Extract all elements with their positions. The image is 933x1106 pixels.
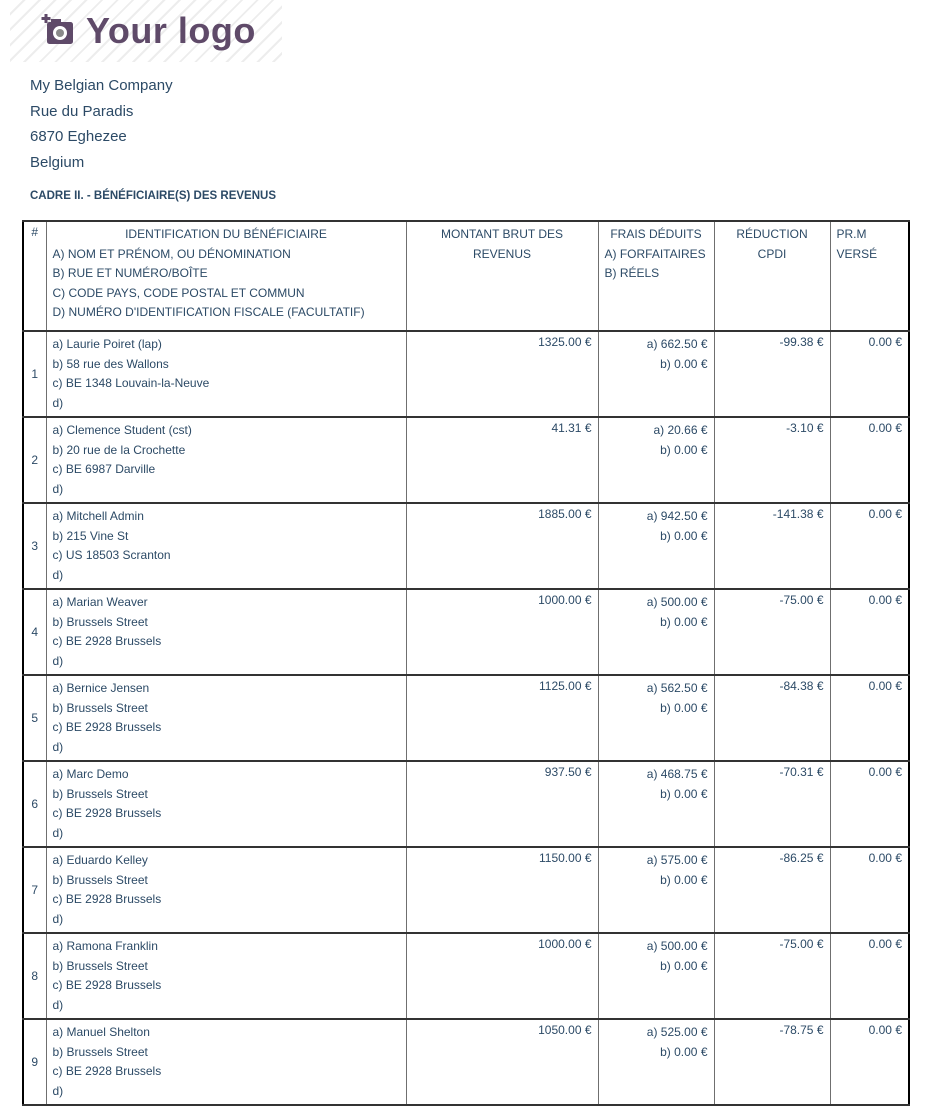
beneficiary-street: b) 215 Vine St <box>52 528 129 543</box>
identification-cell <box>46 675 406 761</box>
beneficiary-row <box>23 675 909 761</box>
beneficiary-row <box>23 417 909 503</box>
beneficiary-name: a) Marian Weaver <box>52 595 148 609</box>
camera-plus-icon <box>40 13 76 49</box>
beneficiary-row <box>23 1019 909 1105</box>
beneficiary-row <box>23 933 909 1019</box>
header-cpdi <box>714 221 830 331</box>
beneficiary-row <box>23 589 909 675</box>
fees-cell <box>598 589 714 675</box>
beneficiary-name: a) Laurie Poiret (lap) <box>52 337 162 351</box>
beneficiary-name: a) Mitchell Admin <box>52 509 144 523</box>
company-city: 6870 Eghezee <box>30 128 127 145</box>
beneficiary-street: b) Brussels Street <box>52 872 148 887</box>
beneficiary-name: a) Ramona Franklin <box>52 939 158 953</box>
header-prm-label: PR.M VERSÉ <box>836 227 878 261</box>
header-identification-line-a: A) NOM ET PRÉNOM, OU DÉNOMINATION <box>52 246 291 261</box>
beneficiary-street: b) 20 rue de la Crochette <box>52 442 186 457</box>
fees-forfaitaires: a) 562.50 € <box>646 681 708 695</box>
header-gross-label: MONTANT BRUT DES REVENUS <box>440 227 563 261</box>
fees-cell <box>598 847 714 933</box>
prm-paid-cell: 0.00 € <box>830 933 909 1019</box>
cpdi-reduction-cell: -86.25 € <box>714 847 830 933</box>
logo <box>40 10 256 52</box>
beneficiary-city: c) BE 1348 Louvain-la-Neuve <box>52 376 210 390</box>
prm-paid-cell: 0.00 € <box>830 331 909 417</box>
prm-paid-cell: 0.00 € <box>830 417 909 503</box>
company-address <box>30 73 173 175</box>
gross-amount-cell: 1150.00 € <box>406 847 598 933</box>
row-number-cell: 7 <box>23 847 46 933</box>
beneficiary-name: a) Clemence Student (cst) <box>52 423 192 437</box>
gross-amount-cell: 1050.00 € <box>406 1019 598 1105</box>
beneficiary-city: c) BE 2928 Brussels <box>52 892 162 906</box>
header-row <box>23 221 909 331</box>
fees-cell <box>598 675 714 761</box>
header-fees-line-b: B) RÉELS <box>604 266 660 280</box>
fees-cell <box>598 331 714 417</box>
row-number-cell: 2 <box>23 417 46 503</box>
fees-cell <box>598 503 714 589</box>
fees-cell <box>598 417 714 503</box>
row-number-cell: 4 <box>23 589 46 675</box>
section-title: CADRE II. - BÉNÉFICIAIRE(S) DES REVENUS <box>30 190 276 202</box>
header-identification-line-d: D) NUMÉRO D'IDENTIFICATION FISCALE (FACULTATIF) <box>52 305 365 319</box>
fees-forfaitaires: a) 525.00 € <box>646 1025 708 1039</box>
beneficiary-fiscal-number: d) <box>52 567 64 582</box>
beneficiary-fiscal-number: d) <box>52 997 64 1012</box>
beneficiary-fiscal-number: d) <box>52 825 64 840</box>
header-fees <box>598 221 714 331</box>
header-cpdi-label: RÉDUCTION CPDI <box>736 227 808 261</box>
beneficiary-city: c) BE 2928 Brussels <box>52 634 162 648</box>
beneficiaries-table <box>22 220 910 1106</box>
gross-amount-cell: 41.31 € <box>406 417 598 503</box>
beneficiary-name: a) Eduardo Kelley <box>52 853 148 867</box>
fees-reels: b) 0.00 € <box>660 442 708 457</box>
company-country: Belgium <box>30 153 85 171</box>
fees-reels: b) 0.00 € <box>660 786 708 801</box>
beneficiary-street: b) Brussels Street <box>52 958 148 973</box>
fees-forfaitaires: a) 942.50 € <box>646 509 708 523</box>
identification-cell <box>46 589 406 675</box>
prm-paid-cell: 0.00 € <box>830 503 909 589</box>
beneficiary-name: a) Bernice Jensen <box>52 681 150 695</box>
row-number-cell: 9 <box>23 1019 46 1105</box>
beneficiary-row <box>23 331 909 417</box>
beneficiary-fiscal-number: d) <box>52 911 64 926</box>
fees-reels: b) 0.00 € <box>660 872 708 887</box>
gross-amount-cell: 1125.00 € <box>406 675 598 761</box>
beneficiary-street: b) Brussels Street <box>52 614 148 629</box>
prm-paid-cell: 0.00 € <box>830 675 909 761</box>
row-number-cell: 8 <box>23 933 46 1019</box>
beneficiary-city: c) US 18503 Scranton <box>52 548 171 562</box>
beneficiary-name: a) Manuel Shelton <box>52 1025 150 1039</box>
beneficiary-city: c) BE 2928 Brussels <box>52 1064 162 1078</box>
fees-cell <box>598 1019 714 1105</box>
header-identification-line-c: C) CODE PAYS, CODE POSTAL ET COMMUN <box>52 285 305 300</box>
prm-paid-cell: 0.00 € <box>830 761 909 847</box>
fees-reels: b) 0.00 € <box>660 356 708 371</box>
beneficiary-fiscal-number: d) <box>52 739 64 754</box>
header-prm <box>830 221 909 331</box>
beneficiary-fiscal-number: d) <box>52 653 64 668</box>
beneficiary-name: a) Marc Demo <box>52 767 129 781</box>
logo-text: Your logo <box>86 10 256 51</box>
prm-paid-cell: 0.00 € <box>830 1019 909 1105</box>
fees-reels: b) 0.00 € <box>660 528 708 543</box>
beneficiaries-body <box>23 331 909 1105</box>
header-fees-title: FRAIS DÉDUITS <box>610 227 702 241</box>
fees-reels: b) 0.00 € <box>660 614 708 629</box>
cpdi-reduction-cell: -84.38 € <box>714 675 830 761</box>
beneficiary-street: b) Brussels Street <box>52 786 148 801</box>
company-name: My Belgian Company <box>30 77 173 94</box>
beneficiary-city: c) BE 2928 Brussels <box>52 720 162 734</box>
header-identification-line-b: B) RUE ET NUMÉRO/BOÎTE <box>52 266 208 280</box>
identification-cell <box>46 847 406 933</box>
beneficiary-fiscal-number: d) <box>52 1083 64 1098</box>
company-street: Rue du Paradis <box>30 102 134 120</box>
beneficiary-row <box>23 761 909 847</box>
gross-amount-cell: 1000.00 € <box>406 589 598 675</box>
cpdi-reduction-cell: -3.10 € <box>714 417 830 503</box>
beneficiary-row <box>23 503 909 589</box>
header-fees-line-a: A) FORFAITAIRES <box>604 246 706 261</box>
table-header <box>23 221 909 331</box>
header-gross <box>406 221 598 331</box>
cpdi-reduction-cell: -99.38 € <box>714 331 830 417</box>
beneficiary-street: b) 58 rue des Wallons <box>52 356 169 371</box>
logo-area <box>10 0 282 62</box>
beneficiary-fiscal-number: d) <box>52 395 64 410</box>
identification-cell <box>46 417 406 503</box>
fees-forfaitaires: a) 468.75 € <box>646 767 708 781</box>
row-number-cell: 5 <box>23 675 46 761</box>
header-identification <box>46 221 406 331</box>
fees-forfaitaires: a) 20.66 € <box>653 423 708 437</box>
header-identification-title: IDENTIFICATION DU BÉNÉFICIAIRE <box>125 227 327 241</box>
fees-cell <box>598 933 714 1019</box>
identification-cell <box>46 1019 406 1105</box>
fees-forfaitaires: a) 500.00 € <box>646 595 708 609</box>
identification-cell <box>46 933 406 1019</box>
row-number-cell: 3 <box>23 503 46 589</box>
prm-paid-cell: 0.00 € <box>830 589 909 675</box>
identification-cell <box>46 331 406 417</box>
beneficiary-row <box>23 847 909 933</box>
identification-cell <box>46 503 406 589</box>
identification-cell <box>46 761 406 847</box>
header-num <box>23 221 46 331</box>
fees-forfaitaires: a) 500.00 € <box>646 939 708 953</box>
cpdi-reduction-cell: -78.75 € <box>714 1019 830 1105</box>
prm-paid-cell: 0.00 € <box>830 847 909 933</box>
beneficiary-street: b) Brussels Street <box>52 1044 148 1059</box>
fees-reels: b) 0.00 € <box>660 958 708 973</box>
gross-amount-cell: 1325.00 € <box>406 331 598 417</box>
fees-reels: b) 0.00 € <box>660 1044 708 1059</box>
fees-cell <box>598 761 714 847</box>
row-number-cell: 1 <box>23 331 46 417</box>
cpdi-reduction-cell: -70.31 € <box>714 761 830 847</box>
fees-forfaitaires: a) 662.50 € <box>646 337 708 351</box>
cpdi-reduction-cell: -141.38 € <box>714 503 830 589</box>
beneficiary-city: c) BE 2928 Brussels <box>52 978 162 992</box>
fees-reels: b) 0.00 € <box>660 700 708 715</box>
gross-amount-cell: 1885.00 € <box>406 503 598 589</box>
gross-amount-cell: 1000.00 € <box>406 933 598 1019</box>
cpdi-reduction-cell: -75.00 € <box>714 933 830 1019</box>
cpdi-reduction-cell: -75.00 € <box>714 589 830 675</box>
beneficiary-fiscal-number: d) <box>52 481 64 496</box>
row-number-cell: 6 <box>23 761 46 847</box>
fees-forfaitaires: a) 575.00 € <box>646 853 708 867</box>
beneficiary-city: c) BE 2928 Brussels <box>52 806 162 820</box>
beneficiary-city: c) BE 6987 Darville <box>52 462 156 476</box>
gross-amount-cell: 937.50 € <box>406 761 598 847</box>
header-num-label: # <box>31 225 39 239</box>
beneficiary-street: b) Brussels Street <box>52 700 148 715</box>
